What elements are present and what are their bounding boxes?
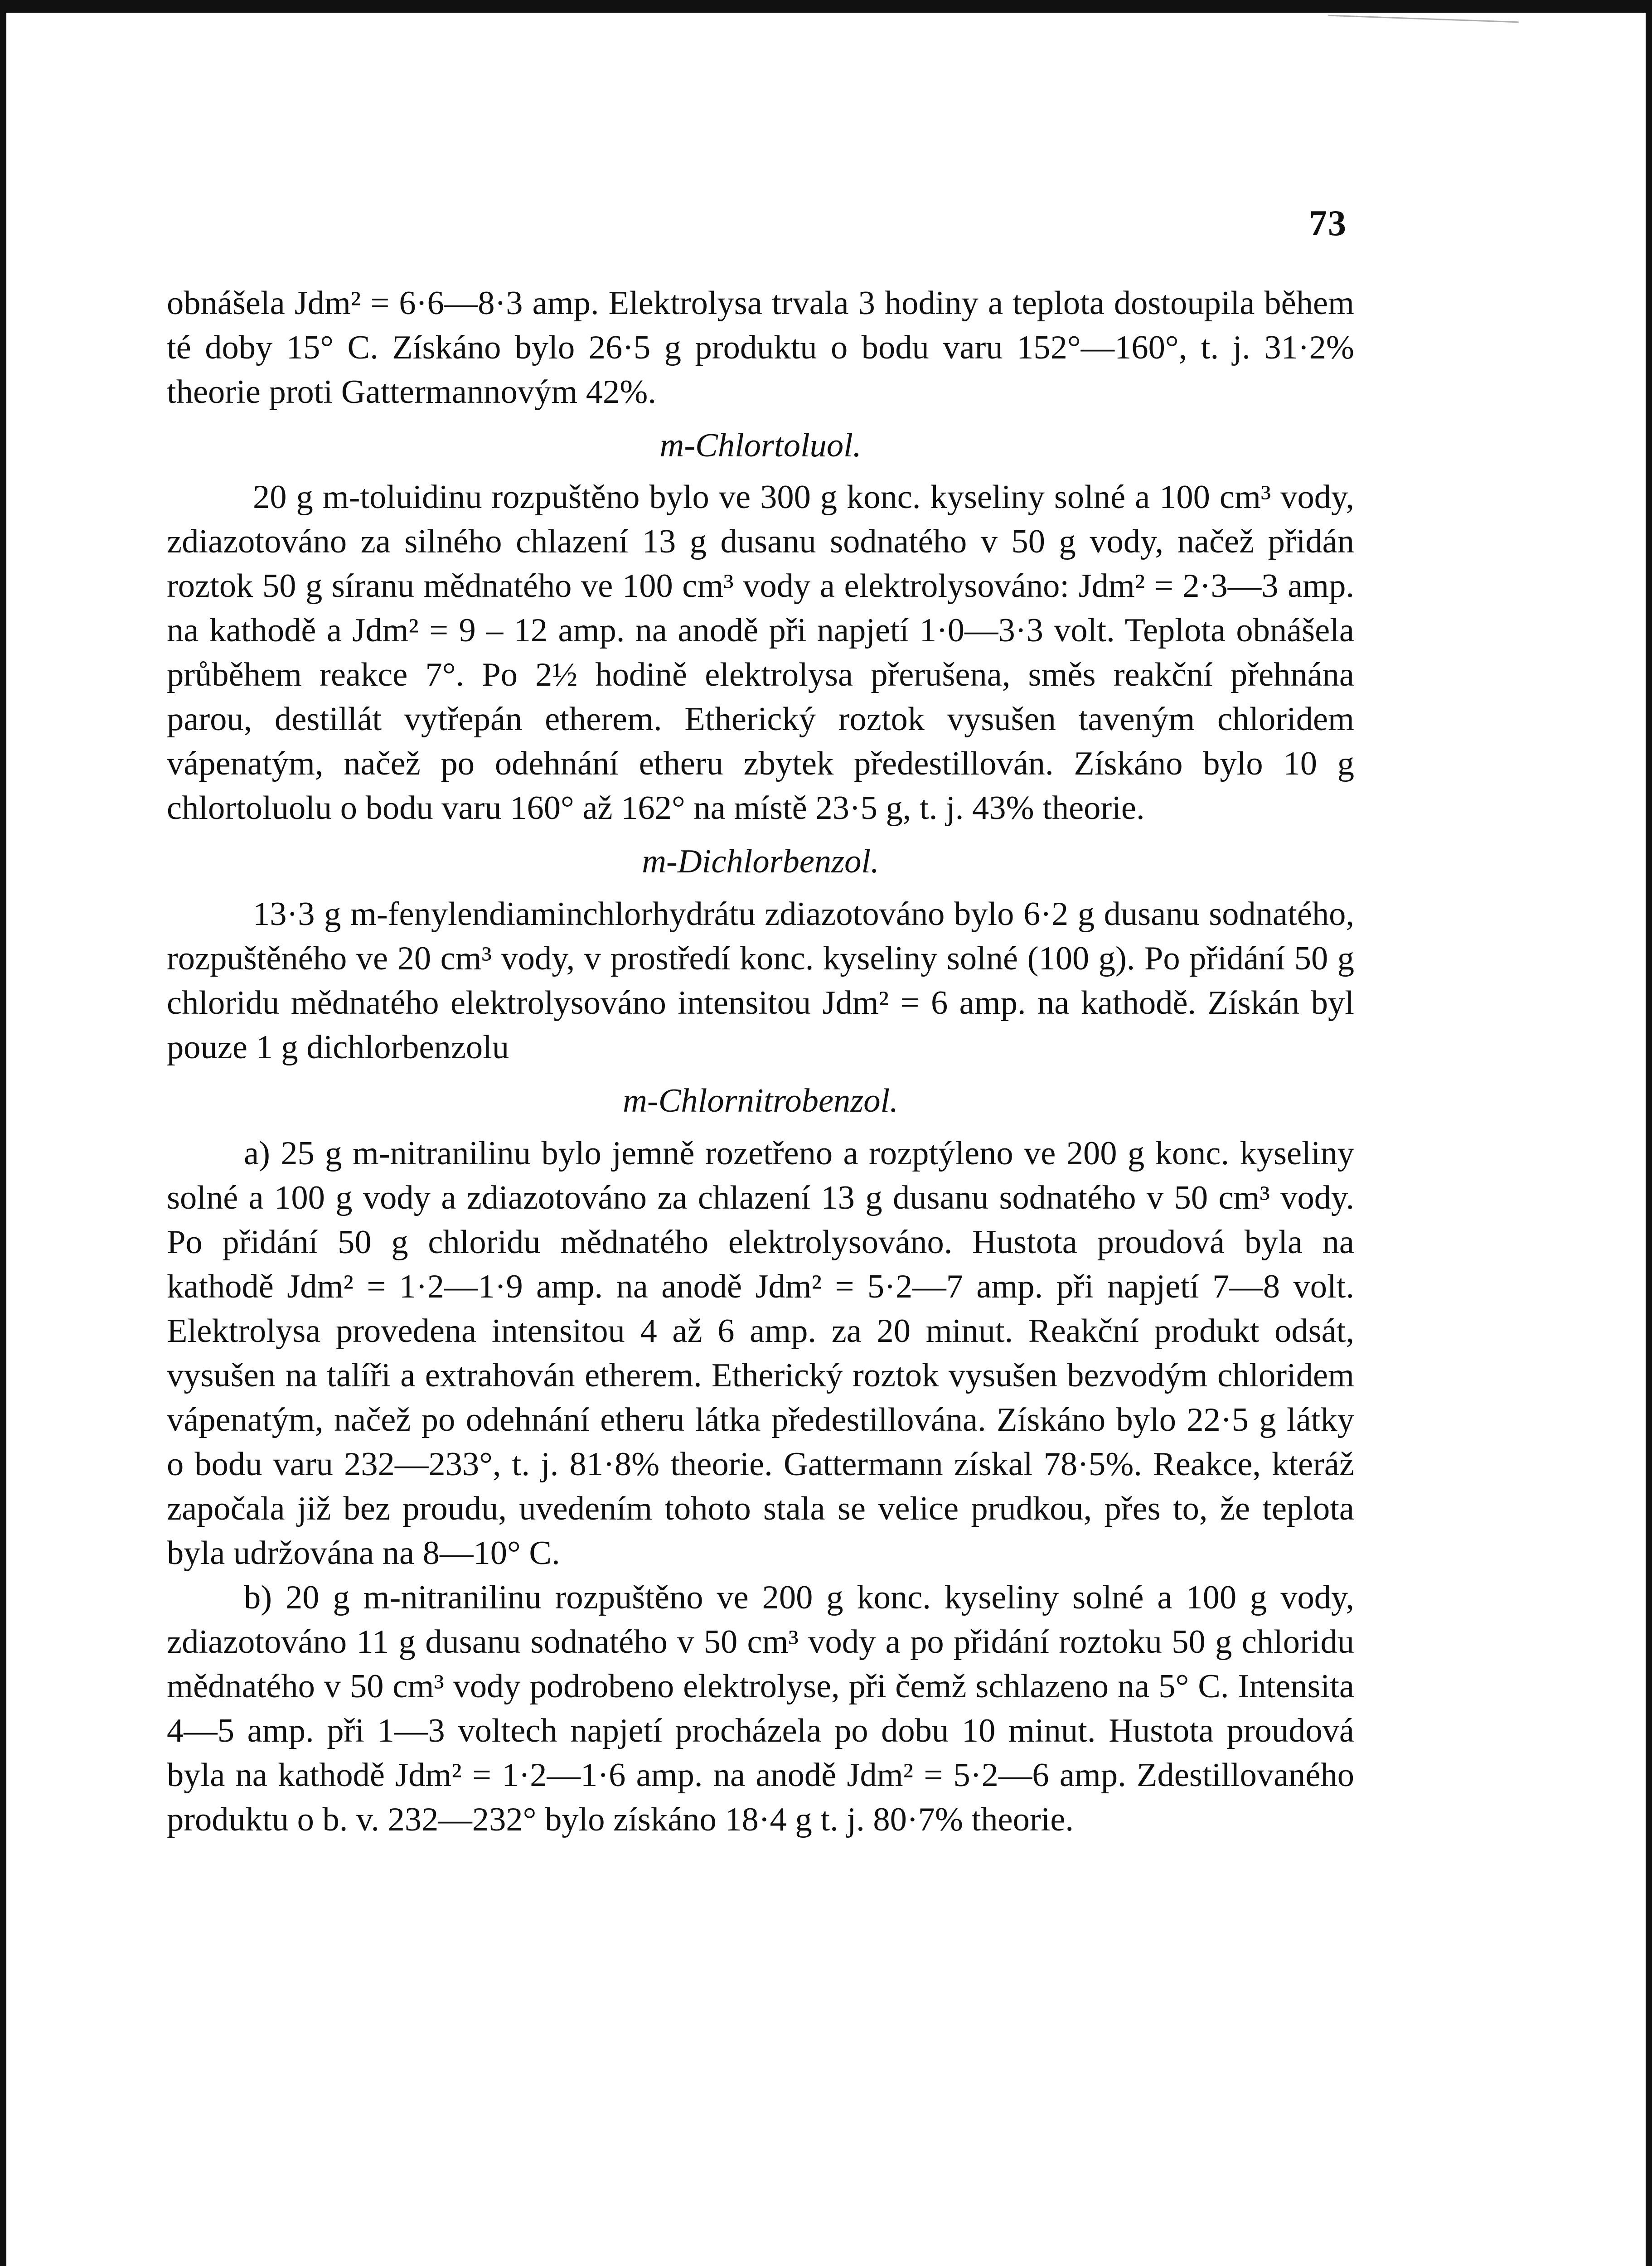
page-body bbox=[167, 281, 1354, 1842]
paragraph-chlornitrobenzol-b: b) 20 g m-nitranilinu rozpuštěno ve 200 g konc. kyseliny solné a 100 g vody, zdiazotováno 11 g dusanu sodnatého v 50 cm³ vody a po přidání roztoku 50 g chloridu mědnatého v 50 cm³ vody podrobeno elektrolyse, při čemž schlazeno na 5° C. Intensita 4—5 amp. při 1—3 voltech napjetí procházela po dobu 10 minut. Hustota proudová byla na kathodě Jdm² = 1·2—1·6 amp. na anodě Jdm² = 5·2—6 amp. Zdestillovaného produktu o b. v. 232—232° bylo získáno 18·4 g t. j. 80·7% theorie. bbox=[167, 1579, 1354, 1838]
paragraph-dichlorbenzol: 13·3 g m-fenylendiaminchlorhydrátu zdiazotováno bylo 6·2 g dusanu sodnatého, rozpuštěného ve 20 cm³ vody, v prostředí konc. kyseliny solné (100 g). Po přidání 50 g chloridu mědnatého elektrolysováno intensitou Jdm² = 6 amp. na kathodě. Získán byl pouze 1 g dichlorbenzolu bbox=[167, 896, 1354, 1066]
paragraph-chlortoluol: 20 g m-toluidinu rozpuštěno bylo ve 300 g konc. kyseliny solné a 100 cm³ vody, zdiazotováno za silného chlazení 13 g dusanu sodnatého v 50 g vody, načež přidán roztok 50 g síranu mědnatého ve 100 cm³ vody a elektrolysováno: Jdm² = 2·3—3 amp. na kathodě a Jdm² = 9 – 12 amp. na anodě při napjetí 1·0—3·3 volt. Teplota obnášela průběhem reakce 7°. Po 2½ hodině elektrolysa přerušena, směs reakční přehnána parou, destillát vytřepán etherem. Etherický roztok vysušen taveným chloridem vápenatým, načež po odehnání etheru zbytek předestillován. Získáno bylo 10 g chlortoluolu o bodu varu 160° až 162° na místě 23·5 g, t. j. 43% theorie. bbox=[167, 479, 1354, 827]
paragraph-intro: obnášela Jdm² = 6·6—8·3 amp. Elektrolysa trvala 3 hodiny a teplota dostoupila během té doby 15° C. Získáno bylo 26·5 g produktu o bodu varu 152°—160°, t. j. 31·2% theorie proti Gattermannovým 42%. bbox=[167, 285, 1354, 411]
paragraph-chlornitrobenzol-a: a) 25 g m-nitranilinu bylo jemně rozetřeno a rozptýleno ve 200 g konc. kyseliny solné a 100 g vody a zdiazotováno za chlazení 13 g dusanu sodnatého v 50 cm³ vody. Po přidání 50 g chloridu mědnatého elektrolysováno. Hustota proudová byla na kathodě Jdm² = 1·2—1·9 amp. na anodě Jdm² = 5·2—7 amp. při napjetí 7—8 volt. Elektrolysa provedena intensitou 4 až 6 amp. za 20 minut. Reakční produkt odsát, vysušen na talíři a extrahován etherem. Etherický roztok vysušen bezvodým chloridem vápenatým, načež po odehnání etheru látka předestillována. Získáno bylo 22·5 g látky o bodu varu 232—233°, t. j. 81·8% theorie. Gattermann získal 78·5%. Reakce, kteráž započala již bez proudu, uvedením tohoto stala se velice prudkou, přes to, že teplota byla udržována na 8—10° C. bbox=[167, 1135, 1354, 1572]
heading-dichlorbenzol: m-Dichlorbenzol. bbox=[642, 843, 879, 880]
heading-chlornitrobenzol: m-Chlornitrobenzol. bbox=[623, 1082, 898, 1119]
heading-chlortoluol: m-Chlortoluol. bbox=[659, 427, 862, 464]
page-number: 73 bbox=[1309, 203, 1347, 243]
